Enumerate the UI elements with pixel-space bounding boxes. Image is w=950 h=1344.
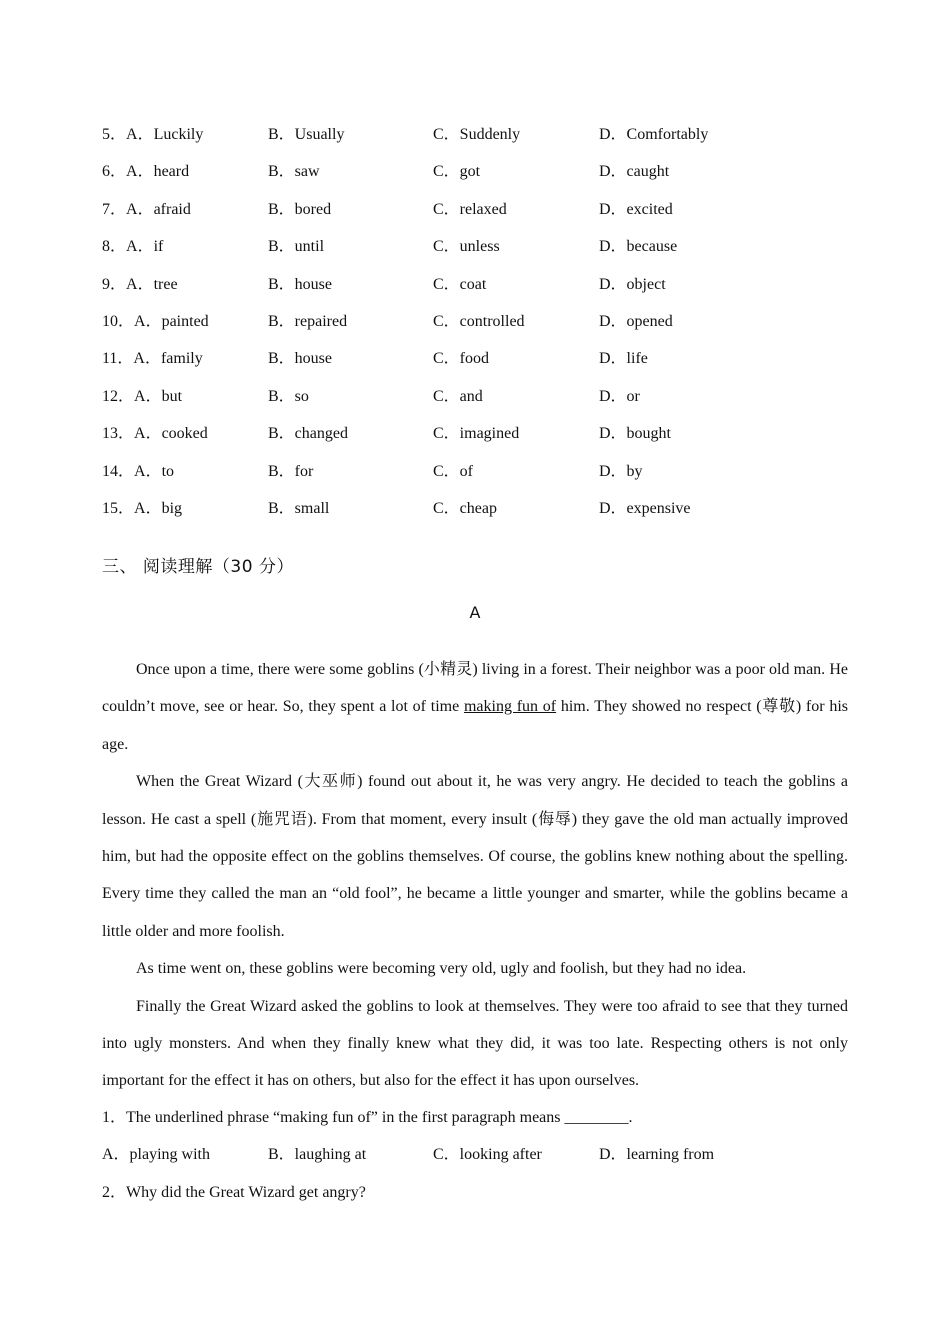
option-d[interactable]: D．life bbox=[599, 350, 648, 368]
cloze-option-row bbox=[102, 340, 862, 377]
question-1-options bbox=[102, 1136, 862, 1173]
option-c[interactable]: C．food bbox=[433, 350, 490, 368]
passage-paragraph-4: Finally the Great Wizard asked the goblins to look at themselves. They were too afraid to see that they turned into ugly monsters. And when they finally knew what they did, it was too late. Respecting others is not only important for the effect it has on others, but also for the effect it has upon ourselves. bbox=[102, 997, 848, 1090]
option-c[interactable]: C．of bbox=[433, 462, 474, 480]
question-2: 2．Why did the Great Wizard get angry? bbox=[102, 1183, 366, 1201]
option-c[interactable]: C．relaxed bbox=[433, 200, 507, 218]
cloze-option-row bbox=[102, 378, 862, 415]
option-a[interactable]: A．big bbox=[134, 499, 183, 517]
question-number: 5． bbox=[102, 126, 127, 143]
cloze-option-row bbox=[102, 453, 862, 490]
reading-passage bbox=[102, 651, 848, 1100]
q1-option-d[interactable]: D．learning from bbox=[599, 1146, 715, 1164]
option-c[interactable]: C．unless bbox=[433, 238, 500, 256]
cloze-option-row bbox=[102, 266, 862, 303]
q1-option-c[interactable]: C．looking after bbox=[433, 1146, 542, 1164]
option-d[interactable]: D．excited bbox=[599, 200, 673, 218]
question-number: 10． bbox=[102, 312, 135, 330]
option-d[interactable]: D．expensive bbox=[599, 499, 691, 517]
passage-label: A bbox=[469, 603, 481, 622]
question-number: 14． bbox=[102, 462, 135, 480]
option-d[interactable]: D．object bbox=[599, 275, 666, 293]
option-a[interactable]: A．cooked bbox=[134, 425, 208, 443]
cloze-option-row bbox=[102, 228, 862, 265]
question-number: 7． bbox=[102, 200, 127, 218]
option-d[interactable]: D．Comfortably bbox=[599, 126, 709, 143]
option-b[interactable]: B．repaired bbox=[268, 312, 348, 330]
question-number: 15． bbox=[102, 499, 135, 517]
passage-paragraph-1 bbox=[102, 651, 848, 763]
option-c[interactable]: C．coat bbox=[433, 275, 487, 293]
cloze-option-row bbox=[102, 490, 862, 527]
p1-text-before: Once upon a time, there were some goblins (小精灵) living in a forest. Their neighbor was a poor old man. He couldn’t move, see or hear. So, they spent a lot of time bbox=[102, 661, 848, 716]
option-b[interactable]: B．until bbox=[268, 238, 325, 256]
option-a[interactable]: A．family bbox=[133, 350, 203, 368]
cloze-option-row bbox=[102, 153, 862, 190]
option-a[interactable]: A．but bbox=[134, 387, 183, 405]
option-c[interactable]: C．cheap bbox=[433, 499, 497, 517]
question-number: 9． bbox=[102, 275, 127, 293]
option-a[interactable]: A．afraid bbox=[126, 200, 191, 218]
q1-option-b[interactable]: B．laughing at bbox=[268, 1146, 367, 1164]
option-a[interactable]: A．tree bbox=[126, 275, 178, 293]
option-d[interactable]: D．bought bbox=[599, 425, 672, 443]
p1-text-after: him. They showed no respect (尊敬) for his age. bbox=[102, 698, 848, 753]
option-d[interactable]: D．caught bbox=[599, 163, 670, 181]
option-d[interactable]: D．by bbox=[599, 462, 643, 480]
option-c[interactable]: C．imagined bbox=[433, 425, 520, 443]
passage-paragraph-3: As time went on, these goblins were becoming very old, ugly and foolish, but they had no idea. bbox=[136, 960, 747, 978]
option-b[interactable]: B．saw bbox=[268, 163, 320, 181]
option-c[interactable]: C．got bbox=[433, 163, 481, 181]
cloze-option-row bbox=[102, 191, 862, 228]
question-number: 11． bbox=[102, 350, 134, 368]
option-b[interactable]: B．for bbox=[268, 462, 314, 480]
option-c[interactable]: C．and bbox=[433, 387, 483, 405]
section-title: 三、 阅读理解（30 分） bbox=[102, 557, 294, 577]
question-1: 1．The underlined phrase “making fun of” in the first paragraph means ________. bbox=[102, 1109, 633, 1126]
q1-option-a[interactable]: A．playing with bbox=[102, 1146, 210, 1164]
question-list bbox=[102, 1099, 862, 1211]
question-number: 8． bbox=[102, 238, 127, 256]
option-b[interactable]: B．changed bbox=[268, 425, 348, 443]
question-number: 6． bbox=[102, 163, 127, 181]
underlined-phrase: making fun of bbox=[463, 698, 557, 716]
option-a[interactable]: A．painted bbox=[134, 312, 209, 330]
question-number: 12． bbox=[102, 387, 135, 405]
option-b[interactable]: B．small bbox=[268, 499, 330, 517]
option-b[interactable]: B．bored bbox=[268, 200, 332, 218]
passage-paragraph-2: When the Great Wizard (大巫师) found out about it, he was very angry. He decided to teach the goblins a lesson. He cast a spell (施咒语). From that moment, every insult (侮辱) they gave the old man actually improved him, but had the opposite effect on the goblins themselves. Of course, the goblins knew nothing about the spelling. Every time they called the man an “old fool”, he became a little younger and smarter, while the goblins became a little older and more foolish. bbox=[102, 773, 848, 940]
cloze-option-row bbox=[102, 303, 862, 340]
option-a[interactable]: A．to bbox=[134, 462, 175, 480]
question-number: 13． bbox=[102, 425, 135, 443]
option-a[interactable]: A．Luckily bbox=[126, 126, 204, 143]
option-d[interactable]: D．because bbox=[599, 238, 678, 256]
option-a[interactable]: A．heard bbox=[126, 163, 190, 181]
cloze-option-row bbox=[102, 415, 862, 452]
option-c[interactable]: C．Suddenly bbox=[433, 126, 521, 143]
option-b[interactable]: B．so bbox=[268, 387, 309, 405]
cloze-option-row bbox=[102, 116, 862, 153]
option-d[interactable]: D．or bbox=[599, 387, 640, 405]
option-b[interactable]: B．house bbox=[268, 275, 333, 293]
option-b[interactable]: B．Usually bbox=[268, 126, 345, 143]
option-d[interactable]: D．opened bbox=[599, 312, 673, 330]
option-b[interactable]: B．house bbox=[268, 350, 333, 368]
cloze-options-list bbox=[102, 116, 862, 527]
option-c[interactable]: C．controlled bbox=[433, 312, 525, 330]
option-a[interactable]: A．if bbox=[126, 238, 164, 256]
